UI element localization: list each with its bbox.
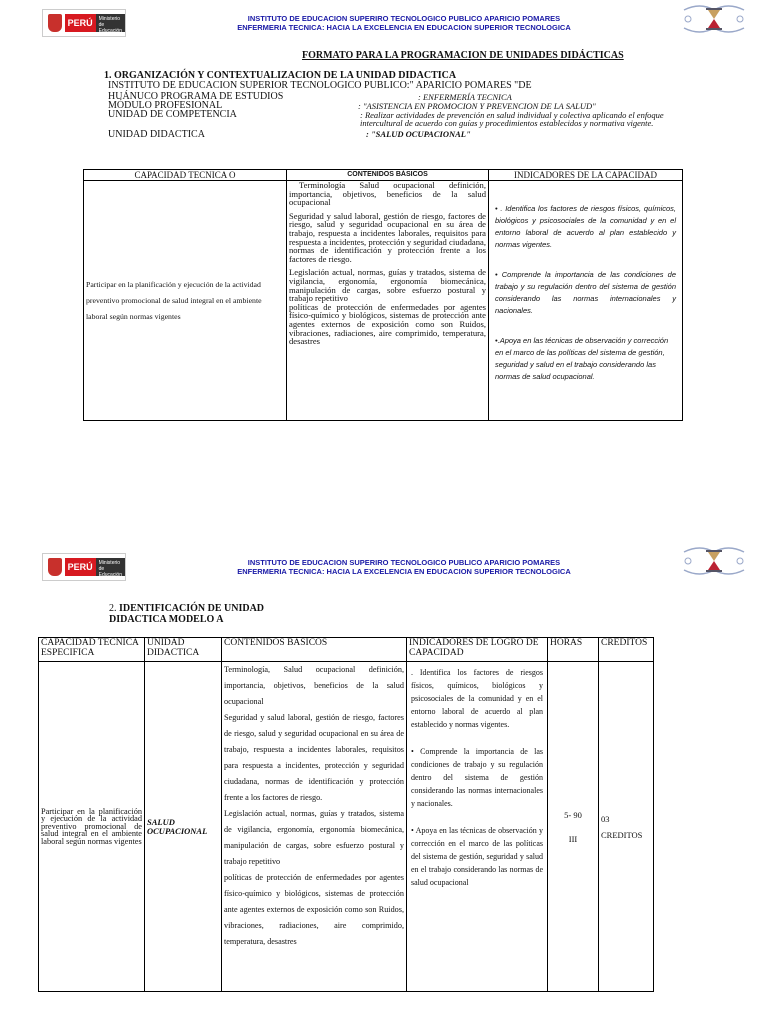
indicator-item: . Identifica los factores de riesgos físicos, químicos, biológicos y psicosociales de la comunidad y en el entorno laboral de acuerdo al plan establecido y normas vigentes. [411,668,543,729]
crest-icon [48,558,62,576]
content-item: Legislación actual, normas, guías y tratados, sistema de vigilancia, ergonomía, ergonomía biomecánica, manipulación de cargas, sobre esfuerzo postural y trabajo repetitivo [289,267,486,304]
institution-line: INSTITUTO DE EDUCACION SUPERIOR TECNOLOGICO PUBLICO:" APARICIO POMARES "DE [108,80,532,91]
content-item: Terminología Salud ocupacional definición, importancia, objetivos, beneficios de la salud ocupacional [289,180,486,208]
content-item: Seguridad y salud laboral, gestión de riesgo, factores de riesgo, salud y seguridad ocupacional en su área de trabajo, respuesta a incidentes laborales, requisitos para respuesta a incidentes, protección y seguridad ciudadana, normas de identificación y protección frente a los factores de riesgo. [289,210,486,264]
contents-cell [222,662,407,992]
didactic-unit-table [38,637,654,992]
capacity-cell: Participar en la planificación y ejecución de la actividad preventivo promocional de salud integral en el ambiente laboral según normas vigentes [39,662,145,992]
document-title: FORMATO PARA LA PROGRAMACION DE UNIDADES DIDÁCTICAS [302,50,624,61]
indicators-cell [489,181,683,421]
unit-cell: SALUD OCUPACIONAL [145,662,222,992]
content-item: Seguridad y salud laboral, gestión de riesgo, factores de riesgo, salud y seguridad ocupacional en su área de trabajo, respuesta a incidentes laborales, requisitos para respuesta a incidentes, protección y seguridad ciudadana, normas de identificación y protección frente a los factores de riesgo. [224,713,404,802]
header-line1: INSTITUTO DE EDUCACION SUPERIRO TECNOLOGICO PUBLICO APARICIO POMARES [247,558,561,567]
ministry-logo [42,553,126,581]
programming-table [83,169,683,421]
indicator-item: •.Apoya en las técnicas de observación y corrección en el marco de las políticas del sistema de gestión, seguridad y salud en el trabajo considerando las normas de salud ocupacional. [495,336,669,381]
col-contents-header: CONTENIDOS BÁSICOS [287,170,489,181]
header-line2: ENFERMERIA TECNICA: HACIA LA EXCELENCIA EN EDUCACION SUPERIOR TECNOLOGICA [237,23,571,32]
col-indicators-header: INDICADORES DE LA CAPACIDAD [489,170,683,181]
ministry-logo [42,9,126,37]
section1-heading: 1. ORGANIZACIÓN Y CONTEXTUALIZACION DE LA UNIDAD DIDACTICA [104,70,457,81]
program-label: HUÁNUCO PROGRAMA DE ESTUDIOS [108,91,284,102]
content-item: Terminología, Salud ocupacional definición, importancia, objetivos, beneficios de la salud ocupacional [224,665,404,706]
hourglass-emblem-icon [680,2,748,36]
module-value: : "ASISTENCIA EN PROMOCION Y PREVENCION DE LA SALUD" [358,101,596,111]
logo-country: PERÚ [65,14,96,32]
semester-value: III [568,833,578,844]
section2-number: 2. [109,603,117,614]
logo-ministry: Ministerio de Educación [96,14,125,32]
competence-label: UNIDAD DE COMPETENCIA [108,109,237,120]
institution-header [170,14,638,32]
indicator-item: • Comprende la importancia de las condiciones de trabajo y su regulación dentro del sistema de gestión considerando las normas internacionales y nacionales. [411,747,543,808]
indicator-item: • . Identifica los factores de riesgos físicos, químicos, biológicos y psicosociales de la comunidad y en el entorno laboral de acuerdo al plan establecido y normas vigentes. [495,204,676,249]
section2-heading [109,603,289,625]
col-unit-header: UNIDAD DIDACTICA [145,638,222,662]
indicators-cell [407,662,548,992]
header-line1: INSTITUTO DE EDUCACION SUPERIRO TECNOLOGICO PUBLICO APARICIO POMARES [247,14,561,23]
col-hours-header: HORAS [548,638,599,662]
credits-label: CREDITOS [601,829,643,840]
col-indicators-header: INDICADORES DE LOGRO DE CAPACIDAD [407,638,548,662]
credits-cell [599,662,654,992]
module-label: MÓDULO PROFESIONAL [108,100,223,111]
indicator-item: • Comprende la importancia de las condiciones de trabajo y su regulación dentro del sistema de gestión considerando las normas internacionales y nacionales. [495,270,676,315]
contents-cell [287,181,489,421]
hourglass-emblem-icon [680,544,748,578]
content-item: políticas de protección de enfermedades por agentes físico-químico y biológicos, sistemas de protección ante agentes externos de exposición como son Ruidos, vibraciones, radiaciones, aire comprimido, temperatura, desastres [289,301,486,347]
hours-cell [548,662,599,992]
section2-title: IDENTIFICACIÓN DE UNIDAD DIDACTICA MODELO A [109,603,265,625]
unit-value: : "SALUD OCUPACIONAL" [366,129,471,139]
hours-value: 5- 90 [564,809,582,820]
content-item: Legislación actual, normas, guías y tratados, sistema de vigilancia, ergonomía, ergonomía biomecánica, manipulación de cargas, sobre esfuerzo postural y trabajo repetitivo [224,809,404,866]
header-line2: ENFERMERIA TECNICA: HACIA LA EXCELENCIA EN EDUCACION SUPERIOR TECNOLOGICA [237,567,571,576]
crest-icon [48,14,62,32]
capacity-cell: Participar en la planificación y ejecución de la actividad preventivo promocional de salud integral en el ambiente laboral según normas vigentes [84,181,287,421]
content-item: políticas de protección de enfermedades por agentes físico-químico y biológicos, sistemas de protección ante agentes externos de exposición como son Ruidos, vibraciones, radiaciones, aire comprimido, temperatura, desastres [224,873,404,946]
col-capacity-header: CAPACIDAD TECNICA ESPECIFICA [39,638,145,662]
program-value: : ENFERMERÍA TECNICA [418,92,512,102]
col-credits-header: CREDITOS [599,638,654,662]
credits-number: 03 [601,813,610,824]
col-capacity-header: CAPACIDAD TECNICA O [84,170,287,181]
logo-ministry: Ministerio de Educación [96,558,125,576]
unit-label: UNIDAD DIDACTICA [108,129,205,140]
competence-value: : Realizar actividades de prevención en salud individual y colectiva aplicando el enfoque intercultural de acuerdo con guías y procedimientos establecidos y normativa vigente. [360,110,664,128]
institution-header [170,558,638,576]
col-contents-header: CONTENIDOS BASICOS [222,638,407,662]
logo-country: PERÚ [65,558,96,576]
indicator-item: • Apoya en las técnicas de observación y corrección en el marco de las políticas del sistema de gestión, seguridad y salud en el trabajo considerando las normas de salud ocupacional [411,826,543,887]
